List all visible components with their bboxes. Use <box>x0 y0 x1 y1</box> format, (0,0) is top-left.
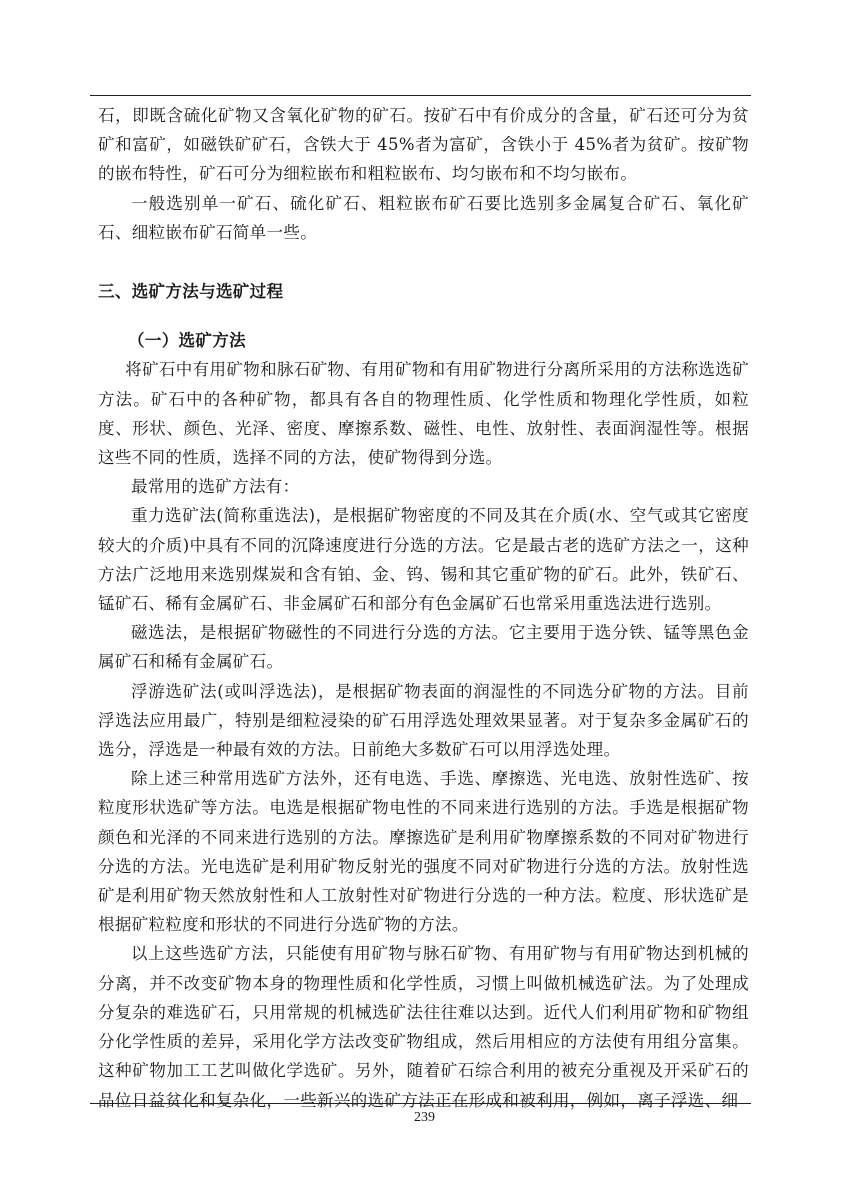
footer-rule <box>90 1103 751 1104</box>
header-rule <box>90 95 751 96</box>
page-number: 239 <box>414 1110 435 1125</box>
paragraph: 以上这些选矿方法，只能使有用矿物与脉石矿物、有用矿物与有用矿物达到机械的分离，并不改变矿物本身的物理性质和化学性质，习惯上叫做机械选矿法。为了处理成分复杂的难选矿石，只用常规的机械选矿法往往难以达到。近代人们利用矿物和矿物组分化学性质的差异，采用化学方法改变矿物组成，然后用相应的方法使有用组分富集。这种矿物加工工艺叫做化学选矿。另外，随着矿石综合利用的被充分重视及开采矿石的品位日益贫化和复杂化，一些新兴的选矿方法正在形成和被利用，例如，离子浮选、细 <box>98 944 749 1110</box>
paragraph: 一般选别单一矿石、硫化矿石、粗粒嵌布矿石要比选别多金属复合矿石、氧化矿石、细粒嵌布矿石简单一些。 <box>98 193 749 242</box>
paragraph: 磁选法，是根据矿物磁性的不同进行分选的方法。它主要用于选分铁、锰等黑色金属矿石和稀有金属矿石。 <box>98 623 749 672</box>
paragraph: 最常用的选矿方法有： <box>131 477 300 497</box>
paragraph: 将矿石中有用矿物和脉石矿物、有用矿物和有用矿物进行分离所采用的方法称选选矿方法。矿石中的各种矿物，都具有各自的物理性质、化学性质和物理化学性质，如粒度、形状、颜色、光泽、密度、摩擦系数、磁性、电性、放射性、表面润湿性等。根据这些不同的性质，选择不同的方法，使矿物得到分选。 <box>98 360 749 468</box>
paragraph-continued: 石，即既含硫化矿物又含氧化矿物的矿石。按矿石中有价成分的含量，矿石还可分为贫矿和富矿，如磁铁矿矿石，含铁大于 45%者为富矿，含铁小于 45%者为贫矿。按矿物的嵌布特性，矿石可分为细粒嵌布和粗粒嵌布、均匀嵌布和不均匀嵌布。 <box>98 106 749 184</box>
paragraph: 重力选矿法(简称重选法)，是根据矿物密度的不同及其在介质(水、空气或其它密度较大的介质)中具有不同的沉降速度进行分选的方法。它是最古老的选矿方法之一，这种方法广泛地用来选别煤炭和含有铂、金、钨、锡和其它重矿物的矿石。此外，铁矿石、锰矿石、稀有金属矿石、非金属矿石和部分有色金属矿石也常采用重选法进行选别。 <box>98 506 749 614</box>
subsection-heading: （一）选矿方法 <box>128 331 246 351</box>
paragraph: 除上述三种常用选矿方法外，还有电选、手选、摩擦选、光电选、放射性选矿、按粒度形状选矿等方法。电选是根据矿物电性的不同来进行选别的方法。手选是根据矿物颜色和光泽的不同来进行选别的方法。摩擦选矿是利用矿物摩擦系数的不同对矿物进行分选的方法。光电选矿是利用矿物反射光的强度不同对矿物进行分选的方法。放射性选矿是利用矿物天然放射性和人工放射性对矿物进行分选的一种方法。粒度、形状选矿是根据矿粒粒度和形状的不同进行分选矿物的方法。 <box>98 769 749 935</box>
section-heading: 三、选矿方法与选矿过程 <box>98 282 284 302</box>
page-content <box>98 101 749 1115</box>
paragraph: 浮游选矿法(或叫浮选法)，是根据矿物表面的润湿性的不同选分矿物的方法。目前浮选法应用最广，特别是细粒浸染的矿石用浮选处理效果显著。对于复杂多金属矿石的选分，浮选是一种最有效的方法。日前绝大多数矿石可以用浮选处理。 <box>98 681 749 760</box>
